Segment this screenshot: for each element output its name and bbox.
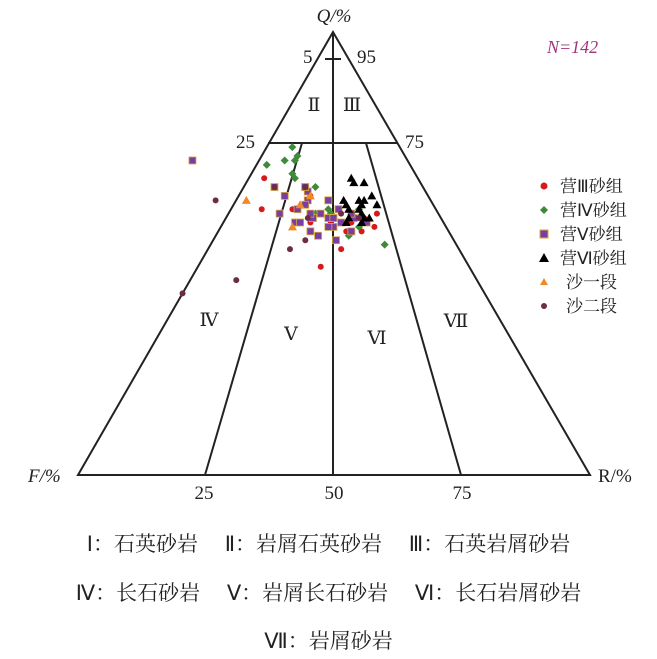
apex-q-label: Q/% [316, 6, 352, 27]
caption-line-3 [0, 625, 657, 655]
legend-item [540, 273, 617, 293]
legend-marker-triangle-orange [540, 278, 548, 285]
caption-item: Ⅵ：长石岩屑砂岩 [414, 581, 582, 605]
data-point-6-10 [233, 277, 239, 283]
legend-item [541, 177, 623, 197]
data-point-2-4 [381, 241, 389, 249]
tick-top-right: 95 [357, 47, 376, 68]
data-point-6-9 [180, 290, 186, 296]
caption-item: Ⅱ：岩屑石英砂岩 [224, 532, 383, 556]
apex-f-label: F/% [28, 466, 61, 487]
data-point-6-3 [213, 197, 219, 203]
caption-line-2 [0, 577, 657, 607]
tick-base-50: 50 [324, 483, 344, 504]
caption-line-1 [0, 528, 657, 558]
data-point-6-2 [302, 184, 308, 190]
tick-base-25: 25 [194, 483, 214, 504]
caption-item: Ⅲ：石英岩屑砂岩 [408, 532, 571, 556]
data-point-4-2 [367, 191, 376, 199]
data-point-6-6 [356, 215, 362, 221]
data-point-1-9 [374, 211, 380, 217]
legend-item [541, 297, 617, 317]
data-point-6-1 [302, 237, 308, 243]
legend-label: 营Ⅲ砂组 [560, 177, 623, 197]
data-point-4-3 [360, 178, 369, 186]
data-point-3-28 [348, 228, 355, 235]
data-point-3-24 [330, 215, 337, 222]
data-point-1-4 [318, 264, 324, 270]
legend-item [540, 201, 627, 221]
tick-base-75: 75 [452, 483, 472, 504]
legend [539, 177, 627, 317]
triangle-frame [78, 32, 590, 475]
region-label-2: Ⅱ [307, 95, 321, 116]
data-point-3-23 [297, 219, 304, 226]
legend-label: 营Ⅵ砂组 [560, 249, 627, 269]
tick-mid-left: 25 [236, 132, 255, 153]
legend-marker-diamond [540, 206, 548, 214]
data-point-3-14 [333, 237, 340, 244]
apex-r-label: R/% [598, 466, 632, 487]
region-label-7: Ⅶ [443, 311, 469, 332]
legend-marker-square [540, 230, 548, 238]
data-point-3-13 [325, 197, 332, 204]
data-point-3-12 [281, 192, 288, 199]
legend-item [540, 225, 623, 245]
data-point-6-8 [271, 184, 277, 190]
data-points [180, 143, 389, 296]
legend-label: 营Ⅳ砂组 [560, 201, 627, 221]
caption-item: Ⅰ：石英砂岩 [86, 532, 198, 556]
data-point-3-8 [317, 210, 324, 217]
line-75 [366, 143, 461, 475]
data-point-1-5 [338, 246, 344, 252]
data-point-4-5 [347, 174, 356, 182]
legend-label: 营Ⅴ砂组 [560, 225, 623, 245]
data-point-5-2 [242, 196, 251, 204]
sample-count-label: N=142 [547, 37, 599, 57]
data-point-3-19 [325, 223, 332, 230]
data-point-1-10 [371, 224, 377, 230]
legend-marker-triangle [539, 253, 549, 262]
region-label-5: Ⅴ [284, 324, 298, 345]
data-point-6-4 [287, 246, 293, 252]
data-point-2-2 [311, 183, 319, 191]
tick-mid-right: 75 [405, 132, 424, 153]
legend-marker-circle [541, 183, 548, 190]
data-point-3-1 [276, 210, 283, 217]
data-point-2-14 [263, 161, 271, 169]
legend-label: 沙一段 [566, 273, 617, 293]
legend-marker-circle-brown [541, 303, 547, 309]
caption-item: Ⅶ：岩屑砂岩 [264, 629, 393, 653]
caption-item: Ⅳ：长石砂岩 [75, 581, 201, 605]
region-label-3: Ⅲ [342, 95, 362, 116]
legend-label: 沙二段 [566, 297, 617, 317]
data-point-4-10 [372, 200, 381, 208]
data-point-3-3 [307, 228, 314, 235]
data-point-6-5 [305, 215, 311, 221]
legend-item [539, 249, 627, 269]
tick-top-left: 5 [303, 47, 313, 68]
data-point-3-4 [315, 232, 322, 239]
data-point-2-10 [288, 143, 296, 151]
data-point-1-14 [261, 175, 267, 181]
data-point-6-7 [338, 211, 344, 217]
region-label-6: Ⅵ [367, 328, 387, 349]
data-point-1-15 [259, 206, 265, 212]
region-label-4: Ⅳ [199, 310, 219, 331]
data-point-3-32 [189, 157, 196, 164]
caption-item: Ⅴ：岩屑长石砂岩 [226, 581, 389, 605]
data-point-2-8 [281, 156, 289, 164]
